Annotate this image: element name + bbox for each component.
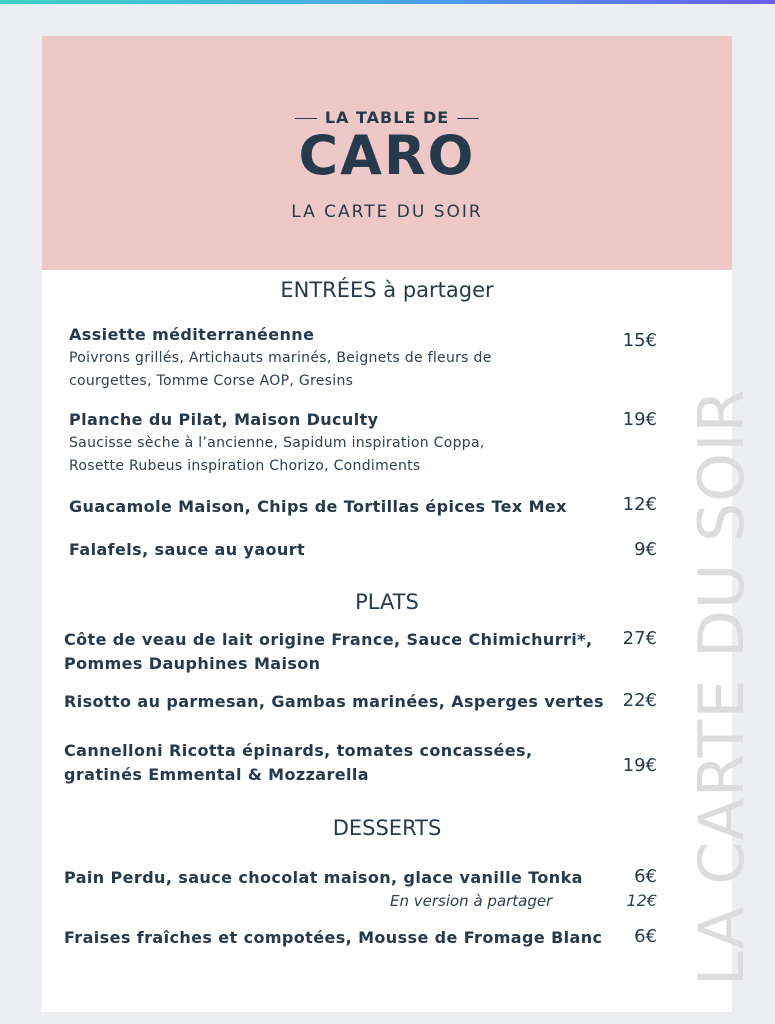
menu-item	[64, 690, 604, 714]
item-description: Poivrons grillés, Artichauts marinés, Beignets de fleurs de	[69, 350, 492, 366]
item-price: 27€	[622, 628, 657, 649]
item-name: Guacamole Maison, Chips de Tortillas épices Tex Mex	[69, 497, 567, 516]
menu-item	[69, 495, 567, 519]
menu-subtitle: LA CARTE DU SOIR	[291, 202, 483, 222]
menu-item	[69, 323, 492, 393]
menu-sheet	[42, 36, 758, 1012]
menu-item	[69, 408, 485, 478]
item-price: 12€	[622, 494, 657, 515]
item-price: 19€	[622, 755, 657, 776]
item-price: 9€	[634, 539, 657, 560]
item-name: Planche du Pilat, Maison Duculty	[69, 410, 379, 429]
item-price: 19€	[622, 409, 657, 430]
restaurant-pretitle: LA TABLE DE	[42, 108, 732, 127]
menu-item	[69, 538, 305, 562]
menu-item	[64, 628, 592, 676]
top-accent-bar	[0, 0, 775, 4]
section-heading-desserts: DESSERTS	[332, 816, 442, 840]
dash-right	[457, 118, 479, 119]
item-description: Saucisse sèche à l’ancienne, Sapidum inspiration Coppa,	[69, 435, 485, 451]
section-heading-plats: PLATS	[355, 590, 419, 614]
menu-item	[64, 739, 532, 787]
item-name: Pommes Dauphines Maison	[64, 654, 321, 673]
item-description: Rosette Rubeus inspiration Chorizo, Condiments	[69, 458, 421, 474]
menu-item	[64, 866, 583, 890]
item-name: Fraises fraîches et compotées, Mousse de Fromage Blanc	[64, 928, 603, 947]
item-description: courgettes, Tomme Corse AOP, Gresins	[69, 373, 354, 389]
dash-left	[295, 118, 317, 119]
item-variant: En version à partager	[390, 892, 553, 910]
item-name: Risotto au parmesan, Gambas marinées, Asperges vertes	[64, 692, 604, 711]
vertical-watermark: LA CARTE DU SOIR	[685, 388, 758, 986]
item-name: Pain Perdu, sauce chocolat maison, glace vanille Tonka	[64, 868, 583, 887]
item-name: Falafels, sauce au yaourt	[69, 540, 306, 559]
item-variant-price: 12€	[626, 891, 657, 910]
item-name: Cannelloni Ricotta épinards, tomates concassées,	[64, 741, 533, 760]
item-price: 6€	[634, 926, 657, 947]
item-name: gratinés Emmental & Mozzarella	[64, 765, 369, 784]
item-name: Assiette méditerranéenne	[69, 325, 315, 344]
menu-item	[64, 926, 602, 950]
menu-header-banner	[42, 36, 732, 270]
item-price: 6€	[634, 866, 657, 887]
item-name: Côte de veau de lait origine France, Sauce Chimichurri*,	[64, 630, 593, 649]
section-heading-entrees: ENTRÉES à partager	[280, 278, 494, 302]
item-price: 15€	[622, 330, 657, 351]
restaurant-name: CARO	[298, 124, 476, 187]
item-price: 22€	[622, 690, 657, 711]
